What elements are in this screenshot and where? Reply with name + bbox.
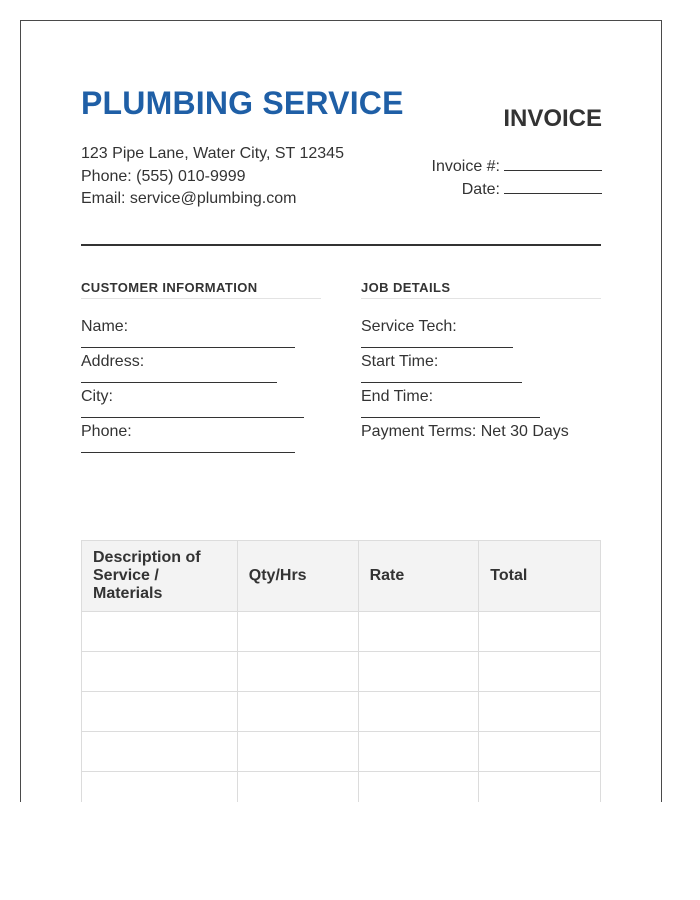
total-cell[interactable] xyxy=(479,652,601,692)
start-time-input[interactable] xyxy=(361,372,522,383)
company-contact xyxy=(81,143,344,211)
customer-name-input[interactable] xyxy=(81,337,295,348)
rate-cell[interactable] xyxy=(358,692,479,732)
customer-city-input[interactable] xyxy=(81,407,304,418)
table-row xyxy=(82,652,601,692)
invoice-date-row xyxy=(432,178,602,201)
company-phone: Phone: (555) 010-9999 xyxy=(81,167,246,185)
customer-address-input[interactable] xyxy=(81,372,277,383)
table-row xyxy=(82,692,601,732)
total-cell[interactable] xyxy=(479,772,601,803)
rate-cell[interactable] xyxy=(358,612,479,652)
table-row xyxy=(82,772,601,803)
invoice-date-field[interactable] xyxy=(504,181,602,194)
qty-hrs-cell[interactable] xyxy=(237,772,358,803)
invoice-meta xyxy=(432,155,602,201)
description-cell[interactable] xyxy=(82,652,238,692)
invoice-title: INVOICE xyxy=(503,105,602,132)
qty-hrs-cell[interactable] xyxy=(237,652,358,692)
start-time-field xyxy=(361,352,601,383)
description-cell[interactable] xyxy=(82,692,238,732)
customer-city-field xyxy=(81,387,321,418)
customer-info-section xyxy=(81,280,321,453)
description-cell[interactable] xyxy=(82,732,238,772)
customer-phone-input[interactable] xyxy=(81,442,295,453)
table-row xyxy=(82,612,601,652)
rate-cell[interactable] xyxy=(358,652,479,692)
qty-hrs-cell[interactable] xyxy=(237,732,358,772)
customer-name-field xyxy=(81,317,321,348)
invoice-number-row xyxy=(432,155,602,178)
company-name: PLUMBING SERVICE xyxy=(81,85,404,121)
customer-city-label: City: xyxy=(81,388,113,405)
customer-phone-field xyxy=(81,422,321,453)
line-items-table xyxy=(81,540,601,802)
total-cell[interactable] xyxy=(479,732,601,772)
company-address: 123 Pipe Lane, Water City, ST 12345 xyxy=(81,145,344,162)
rate-cell[interactable] xyxy=(358,772,479,803)
customer-address-field xyxy=(81,352,321,383)
table-header-row xyxy=(82,541,601,612)
header-rate: Rate xyxy=(358,541,479,612)
qty-hrs-cell[interactable] xyxy=(237,612,358,652)
header-description: Description of Service / Materials xyxy=(82,541,238,612)
customer-phone-label: Phone: xyxy=(81,423,132,440)
header-divider xyxy=(81,244,601,246)
description-cell[interactable] xyxy=(82,772,238,803)
job-details-heading: JOB DETAILS xyxy=(361,280,601,299)
rate-cell[interactable] xyxy=(358,732,479,772)
total-cell[interactable] xyxy=(479,612,601,652)
customer-info-heading: CUSTOMER INFORMATION xyxy=(81,280,321,299)
end-time-field xyxy=(361,387,601,418)
start-time-label: Start Time: xyxy=(361,353,439,370)
table-row xyxy=(82,732,601,772)
service-tech-field xyxy=(361,317,601,348)
company-email: Email: service@plumbing.com xyxy=(81,190,297,207)
end-time-input[interactable] xyxy=(361,407,540,418)
line-items-body xyxy=(82,612,601,803)
invoice-date-label: Date: xyxy=(461,181,500,198)
service-tech-input[interactable] xyxy=(361,337,513,348)
service-tech-label: Service Tech: xyxy=(361,318,457,335)
job-details-section xyxy=(361,280,601,442)
header-qty-hrs: Qty/Hrs xyxy=(237,541,358,612)
description-cell[interactable] xyxy=(82,612,238,652)
customer-name-label: Name: xyxy=(81,318,129,335)
qty-hrs-cell[interactable] xyxy=(237,692,358,732)
total-cell[interactable] xyxy=(479,692,601,732)
header-total: Total xyxy=(479,541,601,612)
customer-address-label: Address: xyxy=(81,353,145,370)
payment-terms: Payment Terms: Net 30 Days xyxy=(361,423,569,440)
invoice-number-label: Invoice #: xyxy=(431,158,500,175)
invoice-number-field[interactable] xyxy=(504,158,602,171)
invoice-sheet xyxy=(20,20,662,802)
end-time-label: End Time: xyxy=(361,388,434,405)
